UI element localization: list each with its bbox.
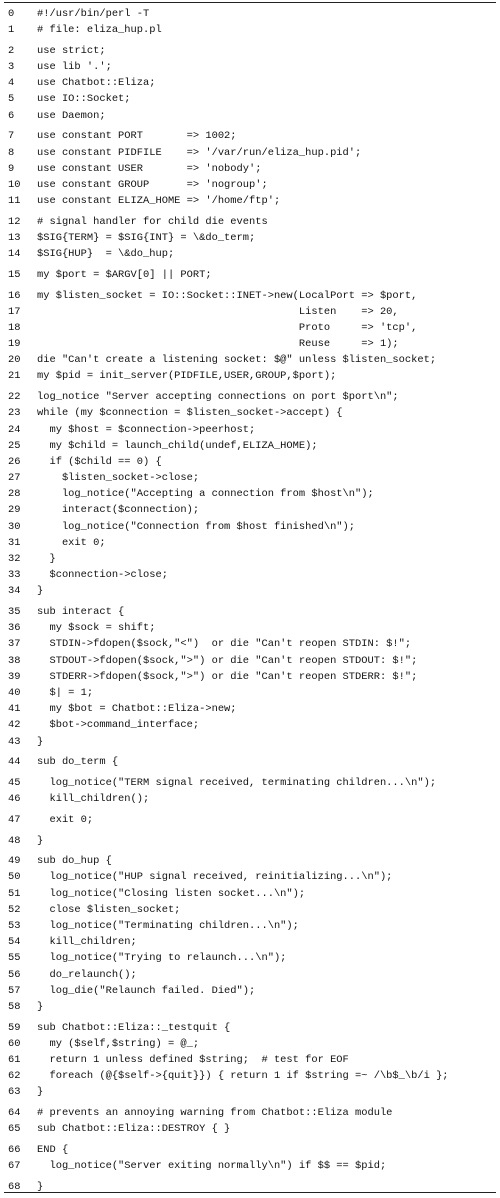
line-number: 39: [8, 670, 21, 683]
line-number: 68: [8, 1180, 21, 1193]
line-number: 35: [8, 606, 21, 619]
code-text: do_relaunch();: [37, 968, 137, 981]
code-text: }: [37, 585, 44, 598]
code-text: }: [37, 553, 56, 565]
code-line: [4, 775, 496, 791]
code-text: use strict;: [37, 44, 106, 57]
line-number: 27: [8, 472, 21, 485]
code-line: [4, 620, 496, 636]
code-text: sub do_term {: [37, 756, 119, 769]
code-text: use lib '.';: [37, 61, 112, 74]
line-number: 9: [8, 162, 15, 175]
line-number: 40: [8, 687, 21, 699]
code-line: [4, 470, 496, 486]
code-text: my $child = launch_child(undef,ELIZA_HOME);: [37, 439, 318, 452]
line-number: 57: [8, 984, 21, 997]
code-line: [4, 91, 496, 107]
code-line: [4, 368, 496, 384]
code-text: log_notice "Server accepting connections on port $port\n";: [37, 391, 399, 404]
code-line: [4, 1084, 496, 1100]
code-line: [4, 1068, 496, 1084]
code-text: Proto => 'tcp',: [37, 321, 418, 334]
code-text: my $listen_socket = IO::Socket::INET->new(LocalPort => $port,: [37, 289, 418, 302]
code-text: exit 0;: [37, 536, 106, 549]
code-text: exit 0;: [37, 813, 94, 826]
code-text: my $bot = Chatbot::Eliza->new;: [37, 703, 237, 716]
code-line: [4, 950, 496, 966]
code-text: my ($self,$string) = @_;: [37, 1037, 200, 1050]
line-number: 31: [8, 536, 21, 549]
code-line: [4, 717, 496, 733]
line-number: 7: [8, 130, 15, 143]
code-line: [4, 918, 496, 934]
line-number: 23: [8, 407, 21, 420]
line-number: 24: [8, 423, 21, 436]
code-line: [4, 519, 496, 535]
code-text: interact($connection);: [37, 504, 200, 517]
code-text: }: [37, 1000, 44, 1013]
line-number: 66: [8, 1143, 21, 1156]
line-number: 10: [8, 178, 21, 191]
line-number: 52: [8, 903, 21, 916]
code-line: [4, 583, 496, 599]
code-line: [4, 320, 496, 336]
line-number: 37: [8, 638, 21, 651]
code-line: [4, 701, 496, 717]
code-line: [4, 405, 496, 421]
code-line: [4, 902, 496, 918]
line-number: 45: [8, 776, 21, 789]
code-line: [4, 1036, 496, 1052]
code-line: [4, 999, 496, 1015]
line-number: 20: [8, 354, 21, 367]
code-text: log_notice("Terminating children...\n");: [37, 919, 299, 932]
code-line: [4, 438, 496, 454]
code-text: sub do_hup {: [37, 855, 112, 868]
code-text: use Daemon;: [37, 109, 106, 122]
code-text: }: [37, 1086, 44, 1099]
code-line: [4, 177, 496, 193]
code-line: [4, 145, 496, 161]
line-number: 62: [8, 1070, 21, 1083]
code-text: # prevents an annoying warning from Chatbot::Eliza module: [37, 1107, 393, 1119]
code-text: log_notice("TERM signal received, terminating children...\n");: [37, 776, 437, 789]
line-number: 56: [8, 968, 21, 981]
code-line: [4, 754, 496, 770]
code-line: [4, 108, 496, 124]
code-text: }: [37, 735, 44, 748]
code-line: [4, 653, 496, 669]
code-text: log_notice("Accepting a connection from $host\n");: [37, 488, 374, 501]
code-line: [4, 267, 496, 283]
line-number: 3: [8, 61, 15, 74]
code-line: [4, 422, 496, 438]
code-line: [4, 352, 496, 368]
code-text: sub Chatbot::Eliza::DESTROY { }: [37, 1123, 231, 1136]
code-line: [4, 853, 496, 869]
line-number: 50: [8, 871, 21, 884]
code-text: Reuse => 1);: [37, 338, 399, 351]
code-line: [4, 193, 496, 209]
line-number: 4: [8, 77, 15, 90]
code-text: log_notice("Closing listen socket...\n");: [37, 887, 306, 900]
code-line: [4, 934, 496, 950]
line-number: 12: [8, 215, 21, 228]
line-number: 18: [8, 321, 21, 334]
line-number: 30: [8, 520, 21, 533]
code-line: [4, 869, 496, 885]
code-text: $SIG{TERM} = $SIG{INT} = \&do_term;: [37, 231, 256, 244]
code-text: STDIN->fdopen($sock,"<") or die "Can't reopen STDIN: $!";: [37, 638, 412, 651]
line-number: 15: [8, 268, 21, 281]
code-line: [4, 230, 496, 246]
code-line: [4, 812, 496, 828]
code-text: use constant PIDFILE => '/var/run/eliza_hup.pid';: [37, 146, 362, 159]
code-text: log_notice("Connection from $host finished\n");: [37, 520, 356, 533]
code-text: use Chatbot::Eliza;: [37, 77, 156, 90]
code-listing: [4, 0, 496, 1198]
line-number: 22: [8, 391, 21, 404]
code-text: sub interact {: [37, 606, 125, 619]
line-number: 33: [8, 569, 21, 582]
code-text: use constant USER => 'nobody';: [37, 162, 262, 175]
code-line: [4, 502, 496, 518]
line-number: 1: [8, 24, 15, 37]
line-number: 16: [8, 289, 21, 302]
code-line: [4, 1158, 496, 1174]
code-line: [4, 734, 496, 750]
bottom-rule: [4, 1192, 496, 1193]
code-text: use constant PORT => 1002;: [37, 130, 237, 143]
line-number: 44: [8, 756, 21, 769]
code-line: [4, 833, 496, 849]
line-number: 46: [8, 793, 21, 806]
code-line: [4, 454, 496, 470]
code-line: [4, 75, 496, 91]
code-line: [4, 685, 496, 701]
code-line: [4, 128, 496, 144]
code-text: # signal handler for child die events: [37, 215, 268, 228]
line-number: 64: [8, 1107, 21, 1119]
code-text: use constant ELIZA_HOME => '/home/ftp';: [37, 195, 281, 208]
code-text: kill_children;: [37, 936, 137, 949]
line-number: 32: [8, 553, 21, 565]
code-text: if ($child == 0) {: [37, 455, 162, 468]
line-number: 54: [8, 936, 21, 949]
code-line: [4, 567, 496, 583]
line-number: 0: [8, 8, 15, 20]
line-number: 8: [8, 146, 15, 159]
code-line: [4, 983, 496, 999]
top-rule: [4, 2, 496, 3]
line-number: 2: [8, 44, 15, 57]
code-text: kill_children();: [37, 793, 150, 806]
code-line: [4, 336, 496, 352]
code-text: $listen_socket->close;: [37, 472, 200, 485]
line-number: 55: [8, 952, 21, 965]
code-text: log_die("Relaunch failed. Died");: [37, 984, 256, 997]
code-line: [4, 22, 496, 38]
line-number: 59: [8, 1021, 21, 1034]
code-line: [4, 389, 496, 405]
line-number: 49: [8, 855, 21, 868]
code-line: [4, 551, 496, 567]
line-number: 48: [8, 834, 21, 847]
code-text: close $listen_socket;: [37, 903, 181, 916]
code-line: [4, 535, 496, 551]
code-text: # file: eliza_hup.pl: [37, 24, 162, 37]
code-line: [4, 967, 496, 983]
line-number: 67: [8, 1160, 21, 1173]
code-line: [4, 636, 496, 652]
line-number: 19: [8, 338, 21, 351]
line-number: 38: [8, 654, 21, 667]
code-text: log_notice("HUP signal received, reinitializing...\n");: [37, 871, 393, 884]
code-text: die "Can't create a listening socket: $@" unless $listen_socket;: [37, 354, 437, 367]
line-number: 41: [8, 703, 21, 716]
code-line: [4, 43, 496, 59]
code-text: STDOUT->fdopen($sock,">") or die "Can't reopen STDOUT: $!";: [37, 654, 418, 667]
code-text: my $sock = shift;: [37, 622, 156, 635]
code-line: [4, 161, 496, 177]
code-text: while (my $connection = $listen_socket->accept) {: [37, 407, 343, 420]
code-text: $bot->command_interface;: [37, 719, 200, 732]
line-number: 53: [8, 919, 21, 932]
code-text: use constant GROUP => 'nogroup';: [37, 178, 268, 191]
code-text: use IO::Socket;: [37, 93, 131, 106]
code-text: END {: [37, 1143, 69, 1156]
code-text: my $pid = init_server(PIDFILE,USER,GROUP,$port);: [37, 370, 337, 383]
code-body: [4, 6, 496, 1195]
code-text: }: [37, 1180, 44, 1193]
line-number: 29: [8, 504, 21, 517]
code-line: [4, 246, 496, 262]
line-number: 21: [8, 370, 21, 383]
code-text: #!/usr/bin/perl -T: [37, 8, 150, 20]
code-text: log_notice("Server exiting normally\n") if $$ == $pid;: [37, 1160, 387, 1173]
code-line: [4, 288, 496, 304]
code-line: [4, 214, 496, 230]
code-text: STDERR->fdopen($sock,">") or die "Can't reopen STDERR: $!";: [37, 670, 418, 683]
code-text: $connection->close;: [37, 569, 168, 582]
line-number: 13: [8, 231, 21, 244]
line-number: 34: [8, 585, 21, 598]
code-text: return 1 unless defined $string; # test for EOF: [37, 1053, 349, 1066]
code-line: [4, 486, 496, 502]
code-line: [4, 604, 496, 620]
code-line: [4, 6, 496, 22]
line-number: 60: [8, 1037, 21, 1050]
code-text: my $host = $connection->peerhost;: [37, 423, 256, 436]
code-text: $SIG{HUP} = \&do_hup;: [37, 248, 175, 261]
line-number: 51: [8, 887, 21, 900]
line-number: 47: [8, 813, 21, 826]
line-number: 17: [8, 305, 21, 318]
line-number: 14: [8, 248, 21, 261]
line-number: 28: [8, 488, 21, 501]
code-line: [4, 1020, 496, 1036]
line-number: 36: [8, 622, 21, 635]
code-line: [4, 791, 496, 807]
line-number: 63: [8, 1086, 21, 1099]
code-line: [4, 1052, 496, 1068]
line-number: 25: [8, 439, 21, 452]
code-text: foreach (@{$self->{quit}}) { return 1 if $string =~ /\b$_\b/i };: [37, 1070, 449, 1083]
line-number: 65: [8, 1123, 21, 1136]
code-text: $| = 1;: [37, 687, 94, 699]
code-line: [4, 59, 496, 75]
code-text: sub Chatbot::Eliza::_testquit {: [37, 1021, 231, 1034]
code-line: [4, 886, 496, 902]
line-number: 42: [8, 719, 21, 732]
line-number: 5: [8, 93, 15, 106]
code-text: log_notice("Trying to relaunch...\n");: [37, 952, 287, 965]
code-line: [4, 669, 496, 685]
line-number: 61: [8, 1053, 21, 1066]
code-text: my $port = $ARGV[0] || PORT;: [37, 268, 212, 281]
code-line: [4, 304, 496, 320]
code-text: }: [37, 834, 44, 847]
code-line: [4, 1121, 496, 1137]
code-line: [4, 1105, 496, 1121]
code-line: [4, 1142, 496, 1158]
code-text: Listen => 20,: [37, 305, 399, 318]
line-number: 43: [8, 735, 21, 748]
line-number: 6: [8, 109, 15, 122]
line-number: 11: [8, 195, 21, 208]
line-number: 58: [8, 1000, 21, 1013]
line-number: 26: [8, 455, 21, 468]
